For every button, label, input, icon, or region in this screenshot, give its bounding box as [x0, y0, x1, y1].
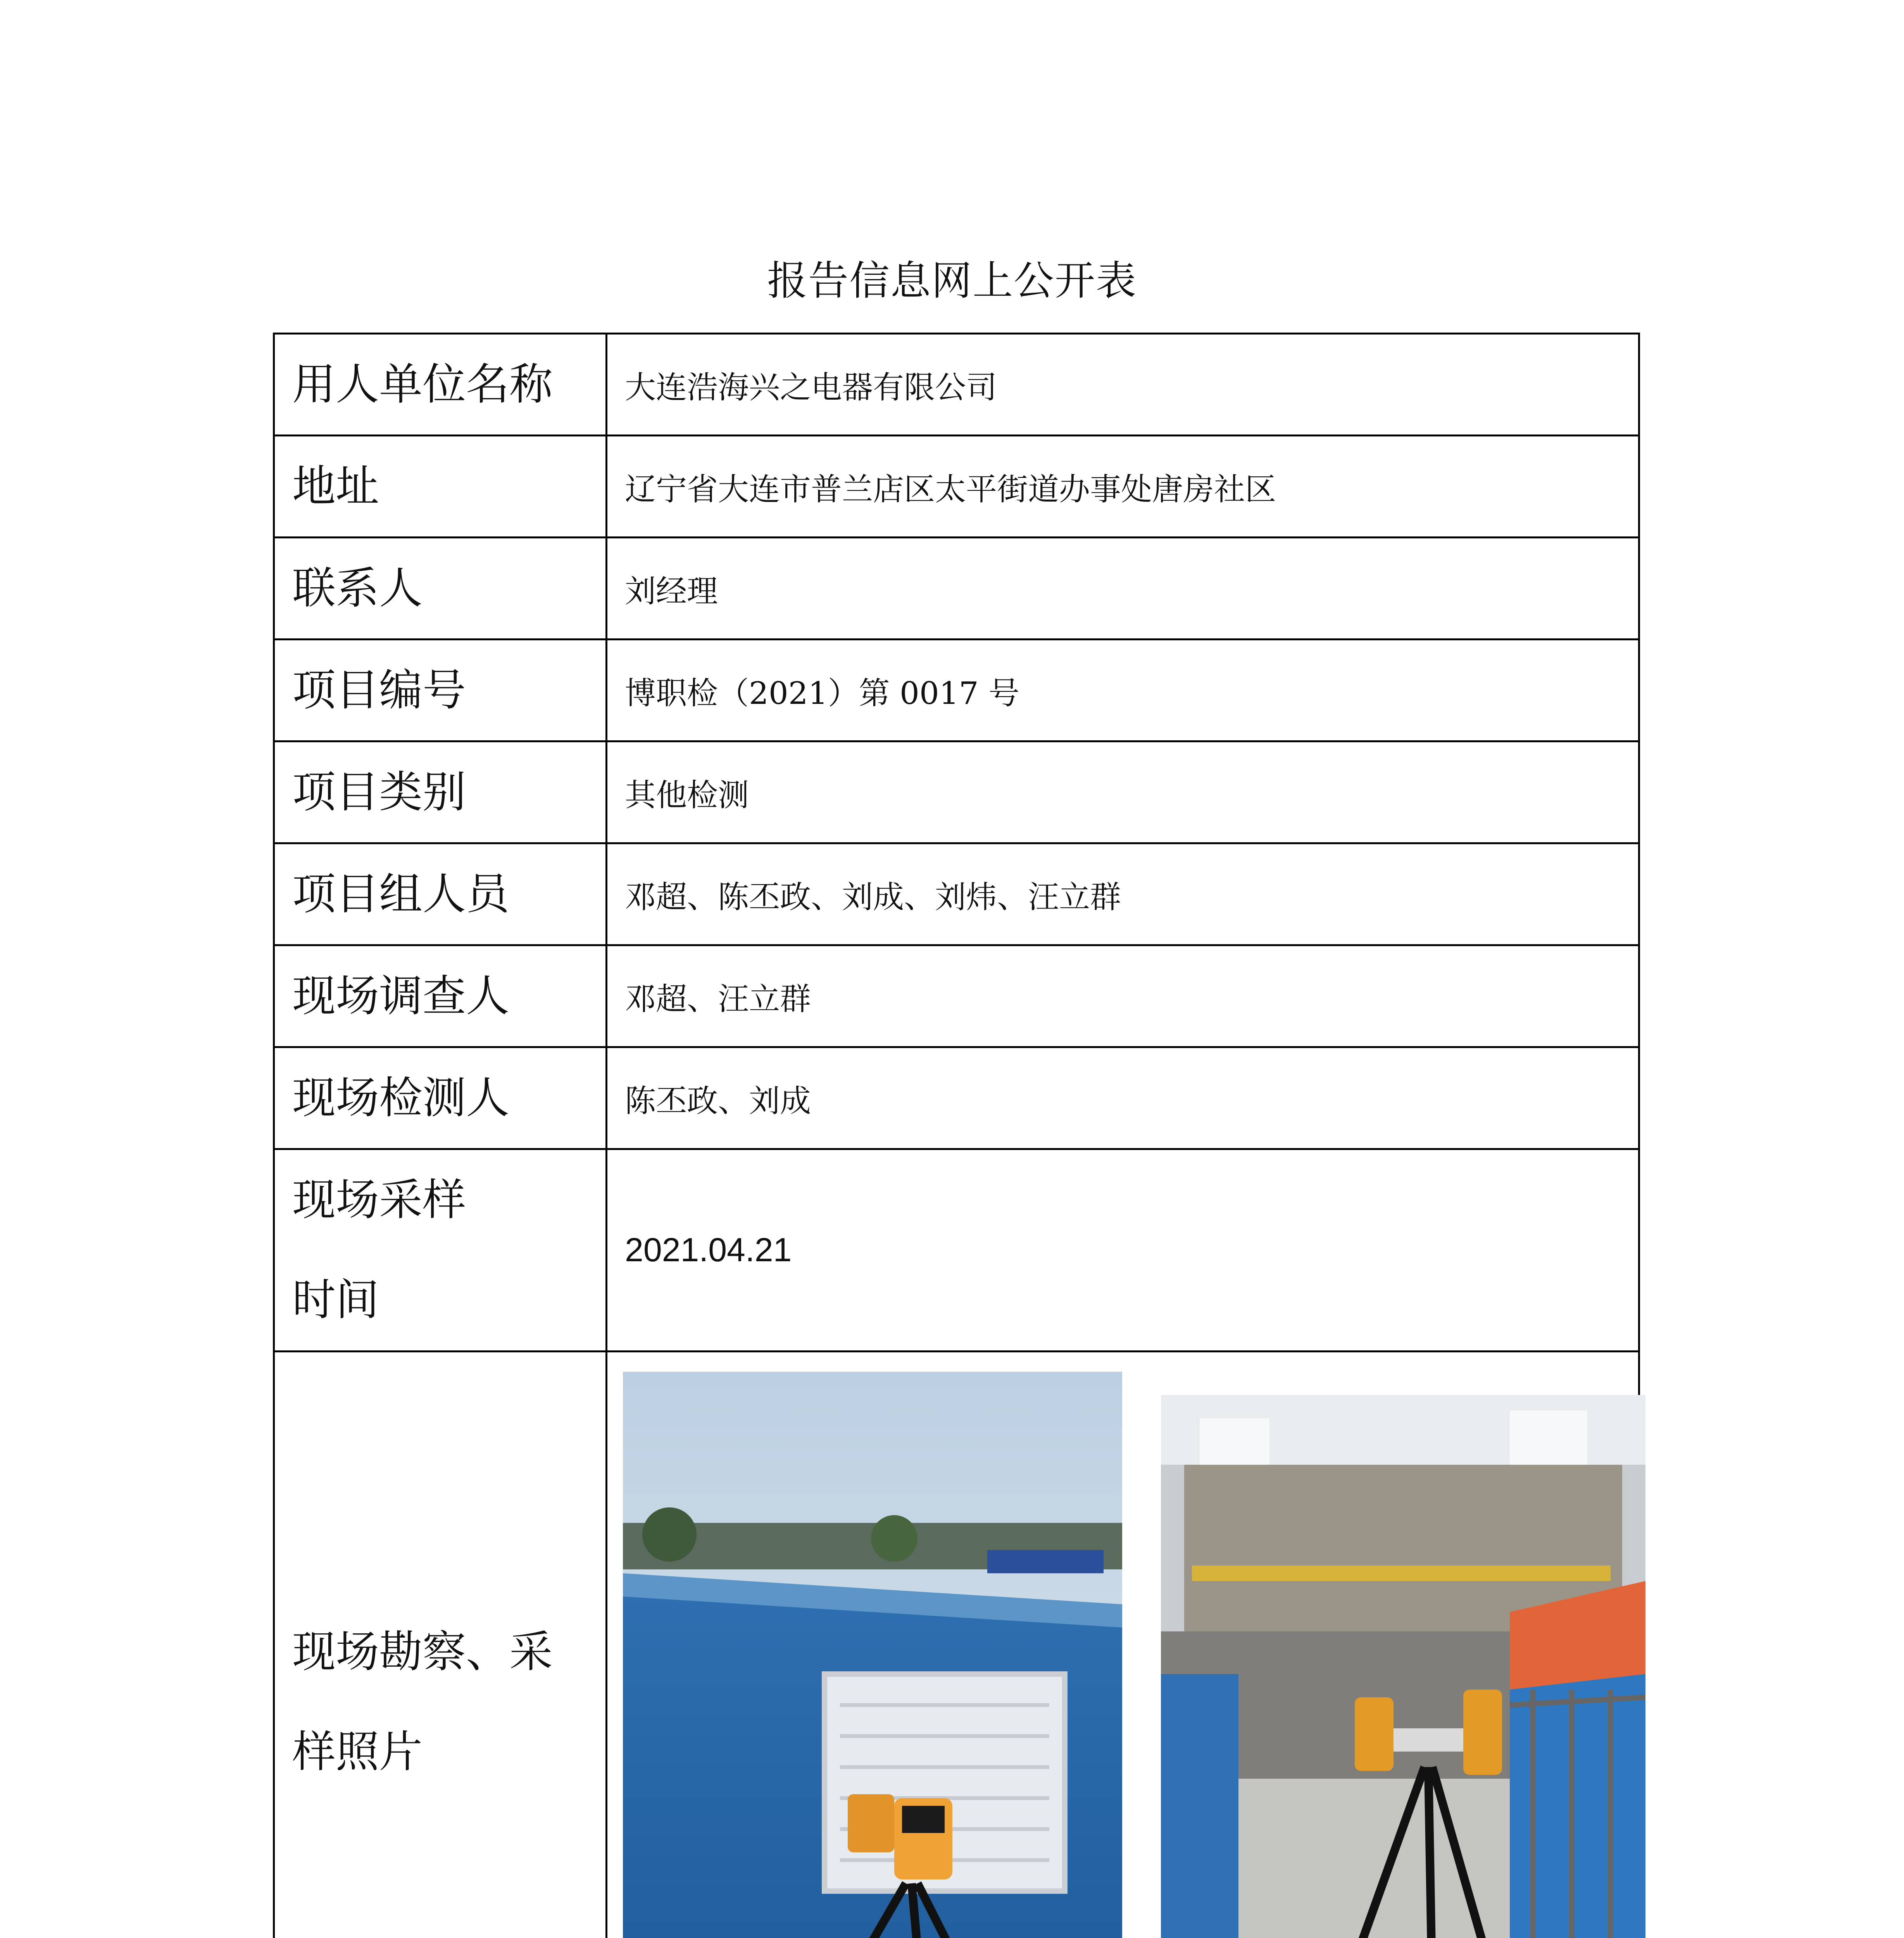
row-value: 陈丕政、刘成	[607, 1047, 1639, 1149]
table-row	[274, 1047, 1639, 1149]
photos-label	[274, 1352, 607, 1938]
row-value: 邓超、汪立群	[607, 945, 1639, 1047]
row-label: 地址	[274, 436, 607, 538]
row-label: 项目编号	[274, 640, 607, 741]
photos-label-line1: 现场勘察、采	[292, 1626, 553, 1677]
sampling-label-line1: 现场采样	[292, 1174, 466, 1225]
row-value: 其他检测	[607, 741, 1639, 843]
photos-cell	[607, 1352, 1639, 1938]
table-row	[274, 1149, 1639, 1352]
table-row	[274, 1352, 1639, 1938]
row-label: 用人单位名称	[274, 334, 607, 436]
row-value: 博职检（2021）第 0017 号	[607, 640, 1639, 741]
row-label: 联系人	[274, 538, 607, 640]
sampling-time-value: 2021.04.21	[607, 1149, 1639, 1352]
row-label: 现场检测人	[274, 1047, 607, 1149]
table-row	[274, 741, 1639, 843]
report-table	[273, 333, 1640, 1938]
page-title: 报告信息网上公开表	[767, 257, 1137, 304]
site-photo-indoor	[1161, 1395, 1645, 1938]
row-label: 项目类别	[274, 741, 607, 843]
table-row	[274, 640, 1639, 741]
row-value: 邓超、陈丕政、刘成、刘炜、汪立群	[607, 843, 1639, 945]
table-row	[274, 945, 1639, 1047]
row-value: 辽宁省大连市普兰店区太平街道办事处唐房社区	[607, 436, 1639, 538]
table-row	[274, 436, 1639, 538]
sampling-time-label	[274, 1149, 607, 1352]
row-label: 现场调查人	[274, 945, 607, 1047]
site-photo-outdoor	[623, 1372, 1122, 1938]
table-row	[274, 843, 1639, 945]
table-row	[274, 334, 1639, 436]
row-label: 项目组人员	[274, 843, 607, 945]
sampling-label-line2: 时间	[292, 1274, 379, 1325]
photos-label-line2: 样照片	[292, 1726, 423, 1777]
table-row	[274, 538, 1639, 640]
row-value: 刘经理	[607, 538, 1639, 640]
row-value: 大连浩海兴之电器有限公司	[607, 334, 1639, 436]
